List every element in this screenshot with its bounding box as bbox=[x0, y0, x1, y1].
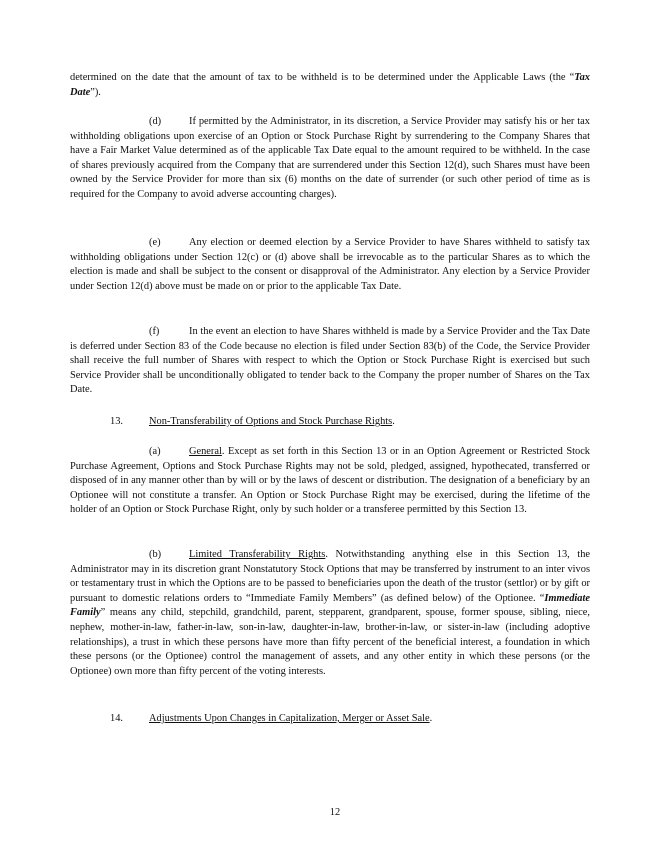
paragraph-text: Any election or deemed election by a Service Provider to have Shares withheld to satisfy tax withholding obligations under Section 12(c) or (d) above shall be irrevocable as to the particular Shares as to which the election is made and shall be subject to the consent or disapproval of the Administrator. Any election by a Service Provider under Section 12(d) above must be made on or prior to the applicable Tax Date. bbox=[70, 237, 590, 292]
paragraph-text: Notwithstanding anything else in this Section 13, the Administrator may in its discretion grant Nonstatutory Stock Options that may be transferred by instrument to an inter vivos or testamentary trust in which the Options are to be passed to beneficiaries upon the death of the trustor (settlor) or by gift or pursuant to domestic relations orders to “Immediate Family Members” (as defined below) of the Optionee. “ bbox=[70, 549, 590, 604]
paragraph-13b bbox=[70, 548, 590, 679]
section-title: Non-Transferability of Options and Stock Purchase Rights bbox=[149, 416, 393, 427]
paragraph-text: If permitted by the Administrator, in its discretion, a Service Provider may satisfy his or her tax withholding obligations upon exercise of an Option or Stock Purchase Right by surrendering to the Company Shares that have a Fair Market Value determined as of the applicable Tax Date equal to the amount required to be withheld. In the case of shares previously acquired from the Company that are surrendered under this Section 12(d), such Shares must have been owned by the Service Provider for more than six (6) months on the date of surrender (or such other period of time as is required for the Company to avoid adverse accounting charges). bbox=[70, 116, 590, 200]
section-13-heading bbox=[110, 415, 590, 430]
section-number: 14. bbox=[110, 713, 123, 724]
section-title-period: . bbox=[429, 713, 433, 724]
paragraph-label: (d) bbox=[149, 116, 162, 127]
paragraph-text: In the event an election to have Shares withheld is made by a Service Provider and the Tax Date is deferred under Section 83 of the Code because no election is filed under Section 83(b) of the Code, the Service Provider shall receive the full number of Shares with respect to which the Option or Stock Purchase Right is exercised but such Service Provider shall be unconditionally obligated to tender back to the Company the proper number of Shares on the Tax Date. bbox=[70, 326, 590, 396]
paragraph-label: (e) bbox=[149, 237, 161, 248]
intro-text-end: ”). bbox=[90, 86, 101, 98]
paragraph-label: (f) bbox=[149, 326, 160, 337]
page-number: 12 bbox=[329, 807, 341, 818]
section-title-period: . bbox=[392, 416, 395, 427]
paragraph-heading-period: . bbox=[221, 446, 225, 457]
section-number: 13. bbox=[110, 416, 123, 427]
section-title: Adjustments Upon Changes in Capitalization, Merger or Asset Sale bbox=[149, 713, 430, 724]
paragraph-heading-period: . bbox=[325, 549, 328, 560]
section-14-heading bbox=[110, 712, 590, 727]
paragraph-13a bbox=[70, 445, 590, 518]
paragraph-label: (a) bbox=[149, 446, 161, 457]
defined-term-tax-date: Tax Date bbox=[70, 72, 590, 98]
paragraph-heading: General bbox=[189, 446, 222, 457]
paragraph-12d bbox=[70, 115, 590, 203]
intro-text: determined on the date that the amount of tax to be withheld is to be determined under the Applicable Laws (the “ bbox=[70, 72, 575, 83]
paragraph-12e bbox=[70, 236, 590, 294]
paragraph-12f bbox=[70, 325, 590, 398]
defined-term-immediate-family: Immediate Family bbox=[70, 592, 590, 619]
paragraph-heading: Limited Transferability Rights bbox=[189, 549, 326, 560]
paragraph-text: Except as set forth in this Section 13 or in an Option Agreement or Restricted Stock Purchase Agreement, Options and Stock Purchase Rights may not be sold, pledged, assigned, hypothecated, transferred or disposed of in any manner other than by will or by the laws of descent or distribution. The designation of a beneficiary by an Optionee will not constitute a transfer. An Option or Stock Purchase Right may be exercised, during the lifetime of the holder of an Option or Stock Purchase Right, only by such holder or a transferee permitted by this Section 13. bbox=[70, 446, 590, 516]
paragraph-text-end: ” means any child, stepchild, grandchild, parent, stepparent, grandparent, spouse, former spouse, sibling, niece, nephew, mother-in-law, father-in-law, son-in-law, daughter-in-law, brother-in-law, or sister-in-law (including adoptive relationships), a trust in which these persons have more than fifty percent of the beneficial interest, a foundation in which these persons (or the Optionee) control the management of assets, and any other entity in which these persons (or the Optionee) own more than fifty percent of the voting interests. bbox=[70, 607, 590, 677]
intro-paragraph bbox=[70, 71, 590, 100]
paragraph-label: (b) bbox=[149, 549, 162, 560]
